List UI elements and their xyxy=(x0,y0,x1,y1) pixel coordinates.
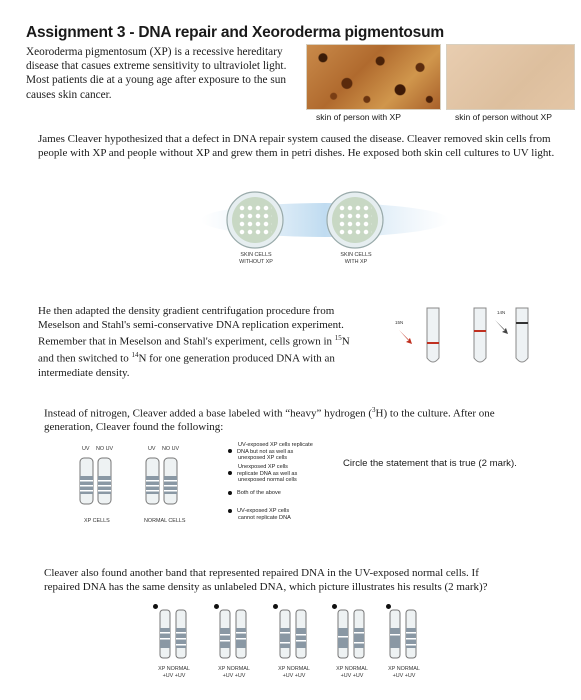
label-uv-2: UV xyxy=(148,446,156,452)
gel-tubes-figure xyxy=(72,440,212,526)
statement-4-line1[interactable]: UV-exposed XP cells xyxy=(228,508,291,515)
para3-line1: Instead of nitrogen, Cleaver added a base labeled with “heavy” hydrogen ($^3$H) to the culture. After one xyxy=(44,406,495,420)
skin-with-xp-image xyxy=(306,44,441,110)
cell-dots-right xyxy=(338,204,372,236)
option-4-label-top: XP NORMAL xyxy=(336,666,368,672)
caption-skin-without-xp: skin of person without XP xyxy=(455,112,552,122)
label-normal-cells: NORMAL CELLS xyxy=(144,518,186,524)
hypothesis-text: James Cleaver hypothesized that a defect in DNA repair system caused the disease. Cleaver removed skin cells from people with XP and people without XP and grew them in petri dishes. He exposed both skin cell cultures to UV light. xyxy=(38,133,555,159)
petri-dishes-figure xyxy=(200,182,450,267)
para2-line5: intermediate density. xyxy=(38,366,130,379)
statement-2-line3[interactable]: unexposed normal cells xyxy=(238,477,297,484)
para4-line1: Cleaver also found another band that represented repaired DNA in the UV-exposed normal cells. If xyxy=(44,567,479,579)
para2-line4: and then switched to $^{14}$N for one generation produced DNA with an xyxy=(38,351,335,366)
dish-label-right-1: SKIN CELLS xyxy=(340,252,372,258)
answer-options xyxy=(150,600,430,692)
bullet-icon xyxy=(228,491,232,495)
skin-without-xp-image xyxy=(446,44,575,110)
para3-line2: generation, Cleaver found the following: xyxy=(44,421,224,434)
option-5-label-top: XP NORMAL xyxy=(388,666,420,672)
statement-3[interactable]: Both of the above xyxy=(228,490,281,497)
centrifuge-tubes-figure xyxy=(393,300,563,370)
option-2-label-bottom: +UV +UV xyxy=(222,672,246,679)
heavy-hydrogen-text xyxy=(44,404,564,435)
intro-text: Xeoroderma pigmentosum (XP) is a recessive hereditary disease that casues extreme sensitivity to ultraviolet light. Most patients die at a young age after exposure to the sun causes skin cancer. xyxy=(26,46,287,101)
meselson-stahl-text xyxy=(38,305,388,380)
option-5-label-bottom: +UV +UV xyxy=(392,672,416,679)
label-14n: 14N xyxy=(497,310,506,315)
statement-list xyxy=(228,442,338,542)
label-uv-1: UV xyxy=(82,446,90,452)
statement-2-line1[interactable]: Unexposed XP cells xyxy=(238,464,288,470)
para2-line2: Meselson and Stahl's semi-conservative DNA replication experiment. xyxy=(38,318,344,331)
repaired-dna-text xyxy=(44,567,569,594)
para4-line2: repaired DNA has the same density as unlabeled DNA, which picture illustrates his results (2 mark)? xyxy=(44,580,488,593)
cell-dots-left xyxy=(238,204,272,236)
option-2-label-top: XP NORMAL xyxy=(218,666,250,672)
option-3-label-top: XP NORMAL xyxy=(278,666,310,672)
label-no-uv-2: NO UV xyxy=(162,446,180,452)
para2-line1: He then adapted the density gradient centrifugation procedure from xyxy=(38,305,335,317)
dish-label-right-2: WITH XP xyxy=(344,258,368,265)
statement-1-line1[interactable]: UV-exposed XP cells replicate xyxy=(238,442,313,448)
label-no-uv-1: NO UV xyxy=(96,446,114,452)
statement-2-line2[interactable]: replicate DNA as well as xyxy=(228,471,297,478)
bullet-icon xyxy=(228,449,232,453)
caption-skin-with-xp: skin of person with XP xyxy=(316,112,402,122)
label-15n: 15N xyxy=(395,320,404,325)
option-4-label-bottom: +UV +UV xyxy=(340,672,364,679)
label-xp-cells: XP CELLS xyxy=(84,518,110,524)
circle-prompt: Circle the statement that is true (2 mark). xyxy=(343,458,517,469)
dish-label-left-2: WITHOUT XP xyxy=(239,258,273,265)
option-1-label-bottom: +UV +UV xyxy=(162,672,186,679)
statement-4-line2[interactable]: cannot replicate DNA xyxy=(238,514,291,521)
bullet-icon xyxy=(228,471,232,475)
para2-line3: Remember that in Meselson and Stahl's experiment, cells grown in $^{15}$N xyxy=(38,334,350,348)
dish-label-left-1: SKIN CELLS xyxy=(240,252,272,258)
page-title: Assignment 3 - DNA repair and Xeoroderma pigmentosum xyxy=(26,24,444,41)
statement-1-line3[interactable]: unexposed XP cells xyxy=(238,455,288,462)
bullet-icon xyxy=(228,509,232,513)
statement-1-line2[interactable]: DNA but not as well as xyxy=(228,449,313,456)
option-3-label-bottom: +UV +UV xyxy=(282,672,306,679)
option-1-label-top: XP NORMAL xyxy=(158,666,190,672)
